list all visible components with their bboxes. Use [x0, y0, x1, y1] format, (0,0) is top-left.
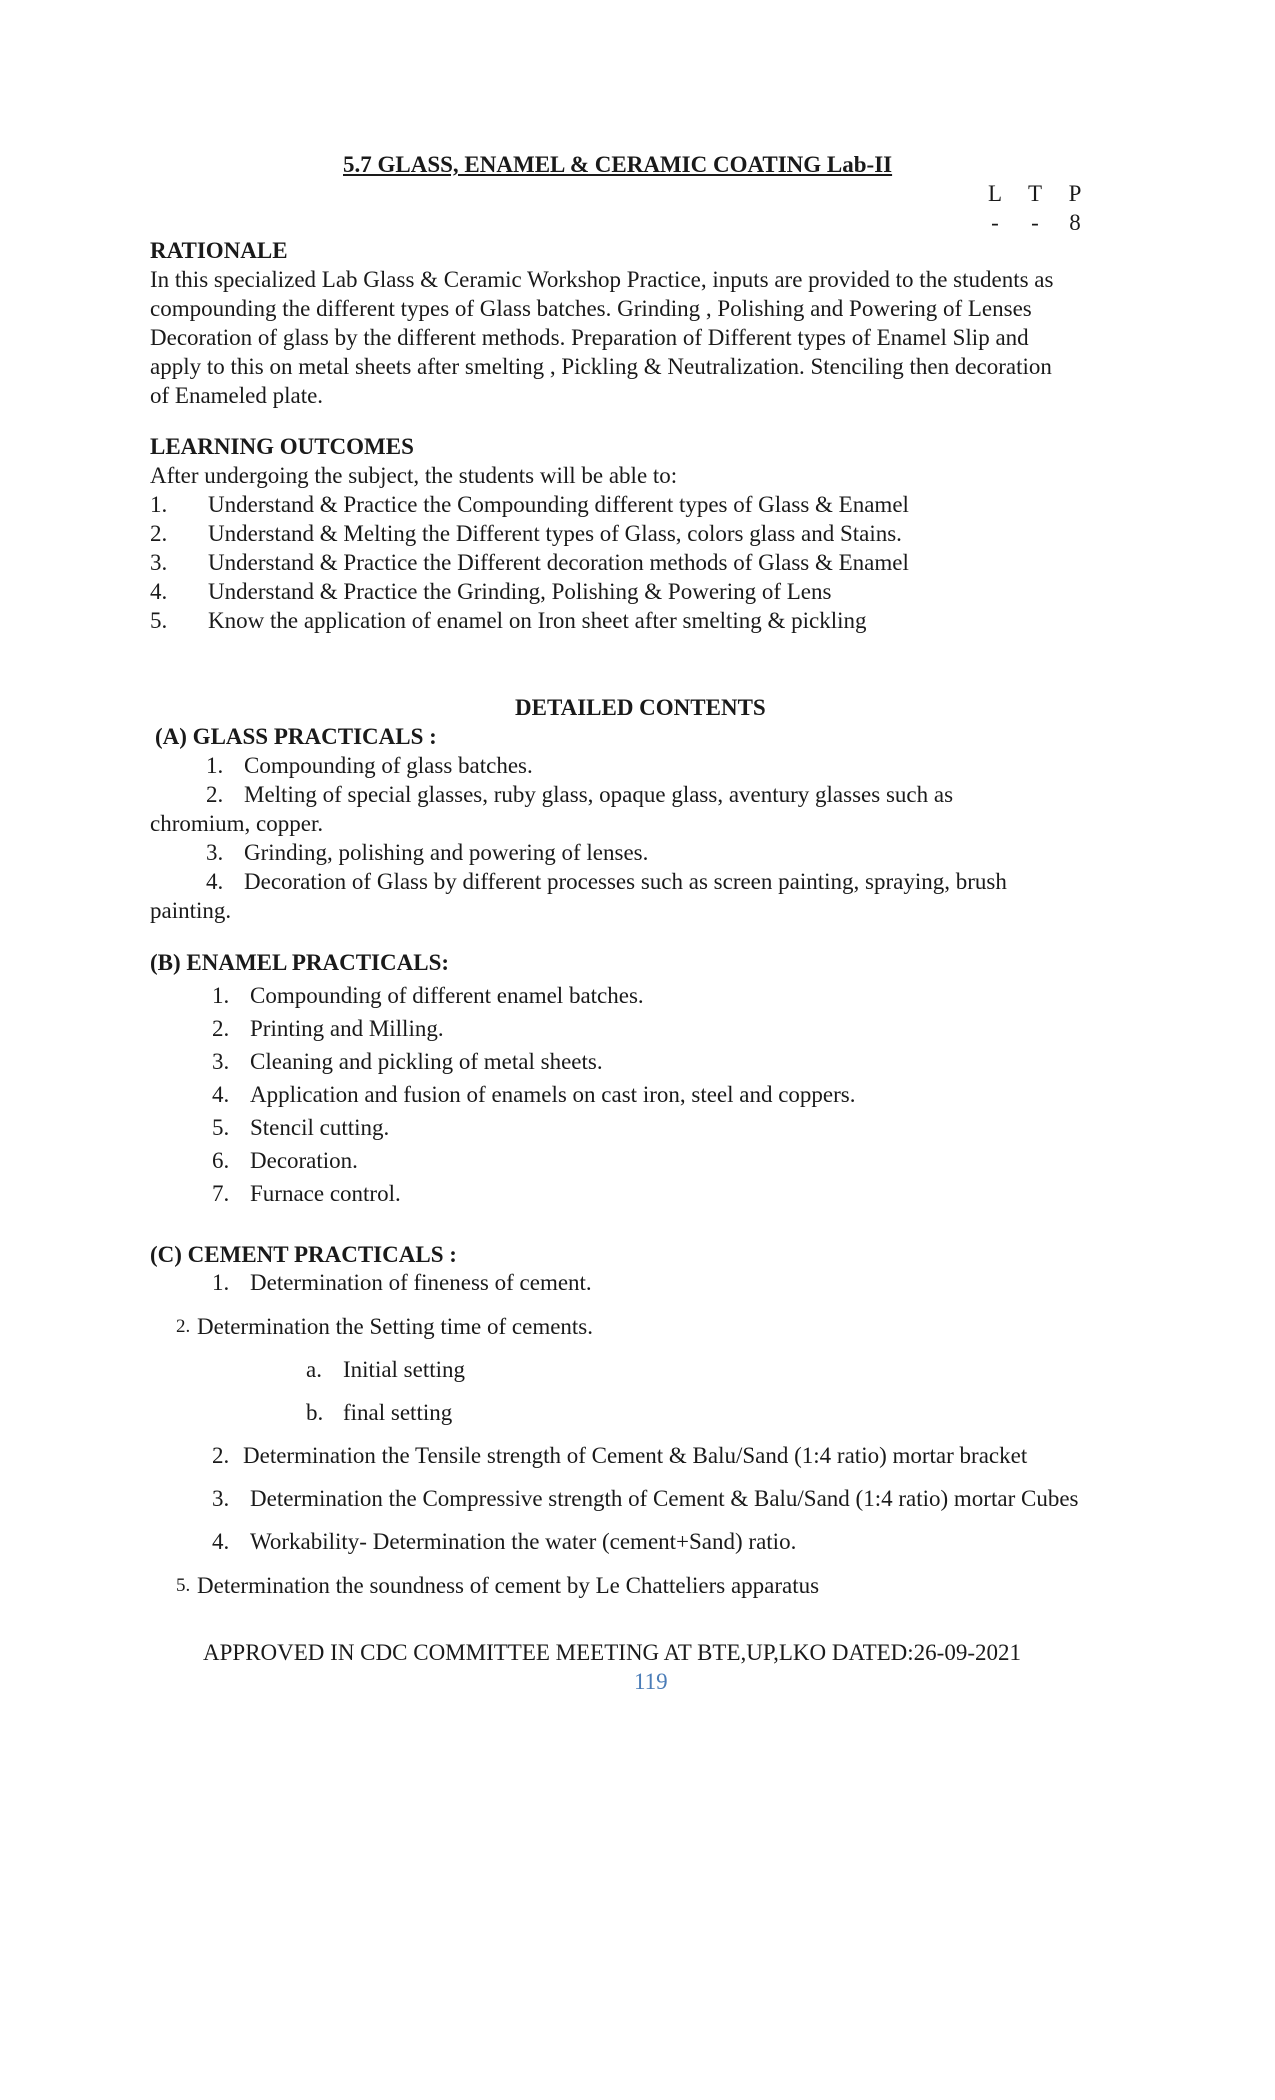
ltp-header	[985, 181, 1085, 207]
rationale-line: of Enameled plate.	[150, 383, 324, 408]
enamel-item-text: Decoration.	[250, 1148, 358, 1173]
glass-item-text: Compounding of glass batches.	[244, 753, 533, 778]
rationale-line: In this specialized Lab Glass & Ceramic Workshop Practice, inputs are provided to the students as	[150, 267, 1054, 292]
outcome-number: 4.	[150, 579, 168, 604]
cement-item-number: 2.	[176, 1316, 191, 1337]
page-number: 119	[634, 1669, 668, 1694]
glass-item-number: 4.	[206, 869, 224, 894]
enamel-item-number: 7.	[212, 1181, 230, 1206]
detailed-contents-heading: DETAILED CONTENTS	[515, 695, 766, 720]
outcome-text: Understand & Melting the Different types of Glass, colors glass and Stains.	[208, 521, 902, 546]
glass-item-continuation: chromium, copper.	[150, 811, 324, 836]
cement-subitem-letter: b.	[306, 1400, 324, 1425]
cement-item-number: 3.	[212, 1486, 230, 1511]
enamel-item-number: 6.	[212, 1148, 230, 1173]
ltp-p-value: 8	[1069, 210, 1081, 235]
outcome-number: 1.	[150, 492, 168, 517]
enamel-item-text: Printing and Milling.	[250, 1016, 444, 1041]
outcome-number: 2.	[150, 521, 168, 546]
ltp-p: P	[1068, 181, 1082, 206]
enamel-practicals-heading: (B) ENAMEL PRACTICALS:	[150, 950, 450, 975]
ltp-values	[985, 210, 1085, 236]
enamel-item-number: 5.	[212, 1115, 230, 1140]
enamel-item-text: Cleaning and pickling of metal sheets.	[250, 1049, 603, 1074]
glass-item-text: Grinding, polishing and powering of lenses.	[244, 840, 649, 865]
outcome-text: Know the application of enamel on Iron sheet after smelting & pickling	[208, 608, 867, 633]
cement-item-text: Determination the soundness of cement by Le Chatteliers apparatus	[197, 1573, 820, 1598]
cement-item-number: 4.	[212, 1529, 230, 1554]
enamel-item-number: 4.	[212, 1082, 230, 1107]
rationale-line: compounding the different types of Glass batches. Grinding , Polishing and Powering of Lenses	[150, 296, 1032, 321]
outcome-number: 3.	[150, 550, 168, 575]
glass-item-continuation: painting.	[150, 898, 232, 923]
cement-subitem-letter: a.	[306, 1357, 322, 1382]
outcome-text: Understand & Practice the Grinding, Polishing & Powering of Lens	[208, 579, 832, 604]
rationale-line: apply to this on metal sheets after smelting , Pickling & Neutralization. Stenciling then decoration	[150, 354, 1052, 379]
outcome-number: 5.	[150, 608, 168, 633]
cement-subitem-text: final setting	[343, 1400, 453, 1425]
enamel-item-text: Furnace control.	[250, 1181, 401, 1206]
cement-item-number: 5.	[176, 1575, 191, 1596]
enamel-item-number: 3.	[212, 1049, 230, 1074]
ltp-l-value: -	[991, 210, 999, 235]
glass-practicals-heading: (A) GLASS PRACTICALS :	[155, 724, 437, 749]
cement-practicals-heading: (C) CEMENT PRACTICALS :	[150, 1242, 457, 1267]
enamel-item-number: 1.	[212, 983, 230, 1008]
rationale-heading: RATIONALE	[150, 238, 288, 263]
cement-item-text: Determination the Tensile strength of Cement & Balu/Sand (1:4 ratio) mortar bracket	[243, 1443, 1028, 1468]
ltp-t: T	[1027, 181, 1043, 206]
glass-item-text: Melting of special glasses, ruby glass, opaque glass, aventury glasses such as	[244, 782, 954, 807]
cement-item-number: 1.	[212, 1270, 230, 1295]
learning-outcomes-heading: LEARNING OUTCOMES	[150, 434, 414, 459]
ltp-t-value: -	[1031, 210, 1039, 235]
outcome-text: Understand & Practice the Different decoration methods of Glass & Enamel	[208, 550, 909, 575]
glass-item-number: 3.	[206, 840, 224, 865]
learning-outcomes-intro: After undergoing the subject, the students will be able to:	[150, 463, 678, 488]
cement-item-number: 2.	[212, 1443, 230, 1468]
cement-item-text: Workability- Determination the water (cement+Sand) ratio.	[250, 1529, 797, 1554]
cement-subitem-text: Initial setting	[343, 1357, 466, 1382]
page-title: 5.7 GLASS, ENAMEL & CERAMIC COATING Lab-II	[343, 152, 893, 177]
cement-item-text: Determination of fineness of cement.	[250, 1270, 592, 1295]
outcome-text: Understand & Practice the Compounding different types of Glass & Enamel	[208, 492, 909, 517]
ltp-l: L	[987, 181, 1003, 206]
cement-item-text: Determination the Compressive strength of Cement & Balu/Sand (1:4 ratio) mortar Cubes	[250, 1486, 1079, 1511]
enamel-item-number: 2.	[212, 1016, 230, 1041]
enamel-item-text: Compounding of different enamel batches.	[250, 983, 644, 1008]
approval-footer: APPROVED IN CDC COMMITTEE MEETING AT BTE,UP,LKO DATED:26-09-2021	[203, 1640, 1021, 1665]
glass-item-number: 2.	[206, 782, 224, 807]
glass-item-text: Decoration of Glass by different processes such as screen painting, spraying, brush	[244, 869, 1007, 894]
glass-item-number: 1.	[206, 753, 224, 778]
cement-item-text: Determination the Setting time of cements.	[197, 1314, 594, 1339]
enamel-item-text: Stencil cutting.	[250, 1115, 390, 1140]
enamel-item-text: Application and fusion of enamels on cast iron, steel and coppers.	[250, 1082, 856, 1107]
rationale-line: Decoration of glass by the different methods. Preparation of Different types of Enamel Slip and	[150, 325, 1029, 350]
